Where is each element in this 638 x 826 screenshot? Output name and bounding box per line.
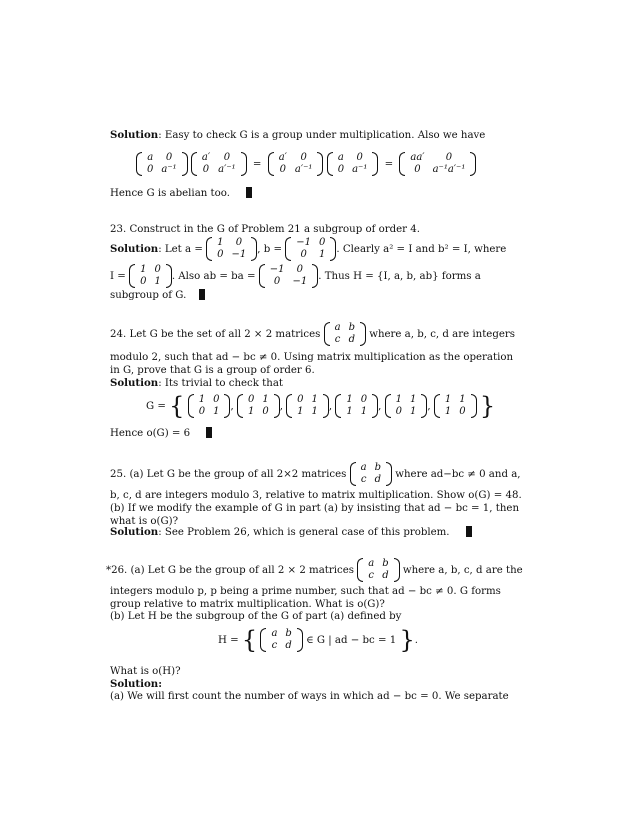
matrix: a 0 0 a⁻¹: [136, 152, 188, 176]
qed-mark: [206, 427, 212, 438]
problem-24-line-3: in G, prove that G is a group of order 6.: [110, 365, 315, 376]
equals-sign: =: [384, 159, 394, 170]
matrix: 1 0 0 1: [188, 394, 231, 418]
problem-26-line-3: group relative to matrix multiplication. What is o(G)?: [110, 599, 385, 610]
equals-sign: =: [252, 159, 262, 170]
matrix: −1 0 0 −1: [259, 264, 319, 288]
matrix: 1 0 0 1: [129, 264, 172, 288]
problem-23-title: 23. Construct in the G of Problem 21 a subgroup of order 4.: [110, 224, 420, 235]
matrix: a′ 0 0 a′⁻¹: [191, 152, 247, 176]
matrix: 1 0 0 −1: [206, 237, 257, 261]
problem-25-line-5: Solution: See Problem 26, which is general case of this problem.: [110, 526, 482, 539]
problem-26-line-7: (a) We will first count the number of ways in which ad − bc = 0. We separate: [110, 691, 509, 702]
display-equation-1: [136, 152, 476, 176]
problem-25-line-1: 25. (a) Let G be the group of all 2×2 matrices a b c d where ad−bc ≠ 0 and a,: [110, 462, 521, 485]
matrix: 1 1 0 1: [385, 394, 428, 418]
problem-26-solution-label: Solution:: [110, 678, 162, 690]
qed-mark: [466, 526, 472, 537]
matrix: a b c d: [260, 628, 302, 652]
text: : Easy to check G is a group under multiplication. Also we have: [158, 130, 486, 141]
matrix: aa′ 0 0 a⁻¹a′⁻¹: [399, 152, 476, 176]
problem-25-line-3: (b) If we modify the example of G in part (a) by insisting that ad − bc = 1, then: [110, 503, 520, 514]
abelian-line: Hence G is abelian too.: [110, 187, 482, 200]
matrix: 0 1 1 0: [237, 394, 280, 418]
right-brace: }: [399, 626, 415, 654]
matrix: a b c d: [350, 462, 392, 486]
problem-23-line-2: I = 1 0 0 1 . Also ab = ba = −1 0 0 −1 . Thus H = {I, a, b, ab} forms a: [110, 264, 481, 287]
problem-24-set-equation: G = { 1 0 0 1 , 0 1 1 0 , 0 1 1 1 , 1 0 1 1 , 1 1 0 1 , 1 1 1 0 }: [146, 392, 496, 420]
problem-26-subgroup-equation: H = { a b c d ∈ G | ad − bc = 1 }.: [218, 626, 419, 654]
problem-24-line-5: Hence o(G) = 6: [110, 427, 482, 440]
qed-mark: [246, 187, 252, 198]
left-brace: {: [169, 392, 185, 420]
matrix: −1 0 0 1: [285, 237, 336, 261]
problem-25-line-4: what is o(G)?: [110, 516, 179, 527]
problem-24-line-1: 24. Let G be the set of all 2 × 2 matrices a b c d where a, b, c, d are integers: [110, 322, 515, 345]
matrix: 1 1 1 0: [434, 394, 477, 418]
problem-26-line-4: (b) Let H be the subgroup of the G of part (a) defined by: [110, 611, 402, 622]
problem-23-line-3: subgroup of G.: [110, 289, 482, 302]
problem-23-line-1: Solution: Let a = 1 0 0 −1 , b = −1 0 0 1 . Clearly a² = I and b² = I, where: [110, 237, 507, 260]
matrix: a 0 0 a⁻¹: [327, 152, 379, 176]
problem-26-line-5: What is o(H)?: [110, 666, 181, 677]
problem-26-line-1: *26. (a) Let G be the group of all 2 × 2 matrices a b c d where a, b, c, d are the: [106, 558, 523, 581]
solution-intro-line: [110, 129, 486, 142]
problem-24-line-2: modulo 2, such that ad − bc ≠ 0. Using matrix multiplication as the operation: [110, 352, 514, 363]
matrix: 1 0 1 1: [335, 394, 378, 418]
matrix: a b c d: [357, 558, 399, 582]
qed-mark: [199, 289, 205, 300]
matrix: 0 1 1 1: [286, 394, 329, 418]
solution-label: Solution: [110, 129, 159, 141]
problem-25-line-2: b, c, d are integers modulo 3, relative to matrix multiplication. Show o(G) = 48.: [110, 490, 522, 501]
right-brace: }: [479, 392, 496, 420]
problem-26-line-2: integers modulo p, p being a prime number, such that ad − bc ≠ 0. G forms: [110, 586, 501, 597]
matrix: a b c d: [324, 322, 366, 346]
problem-24-line-4: Solution: Its trivial to check that: [110, 377, 283, 389]
left-brace: {: [241, 626, 258, 654]
matrix: a′ 0 0 a′⁻¹: [268, 152, 324, 176]
